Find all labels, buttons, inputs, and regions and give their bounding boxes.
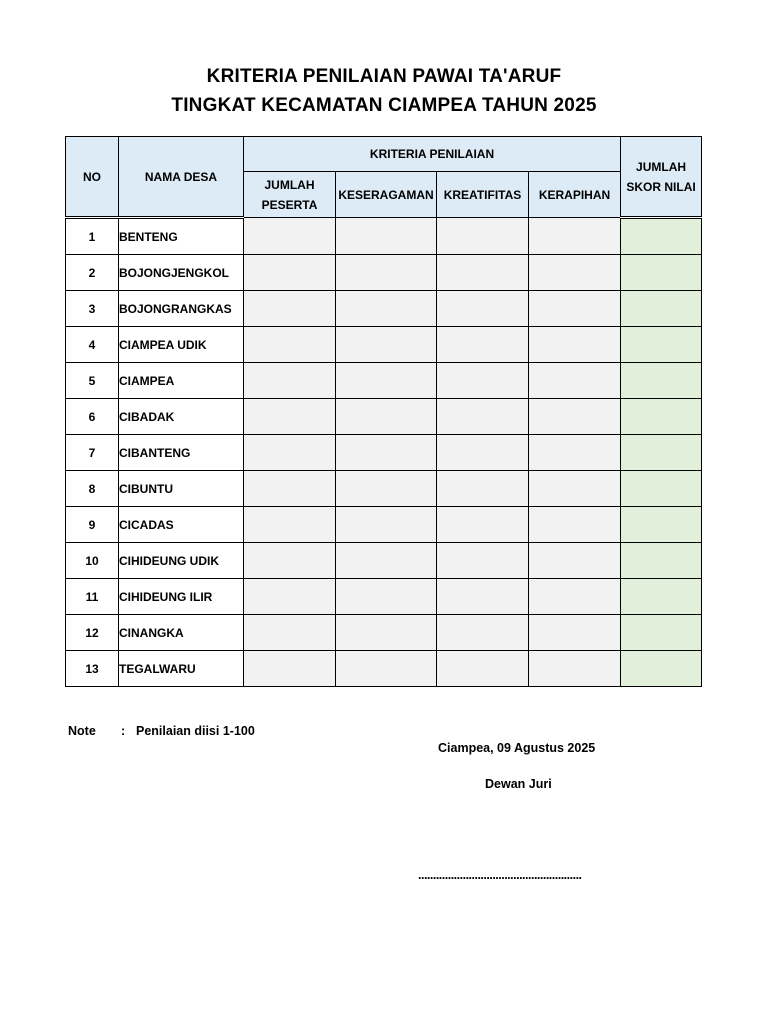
row-nama-desa: BOJONGJENGKOL xyxy=(119,255,244,291)
cell-kreatifitas[interactable] xyxy=(437,507,529,543)
cell-jumlah-peserta[interactable] xyxy=(244,507,336,543)
row-number: 8 xyxy=(66,471,119,507)
cell-keseragaman[interactable] xyxy=(336,291,437,327)
row-number: 3 xyxy=(66,291,119,327)
row-number: 6 xyxy=(66,399,119,435)
row-number: 13 xyxy=(66,651,119,687)
cell-jumlah-skor-nilai[interactable] xyxy=(621,579,702,615)
table-row xyxy=(66,255,702,291)
cell-jumlah-peserta[interactable] xyxy=(244,435,336,471)
table-row xyxy=(66,543,702,579)
table-row xyxy=(66,435,702,471)
row-number: 10 xyxy=(66,543,119,579)
cell-kerapihan[interactable] xyxy=(529,399,621,435)
cell-jumlah-skor-nilai[interactable] xyxy=(621,218,702,255)
cell-kerapihan[interactable] xyxy=(529,615,621,651)
table-row xyxy=(66,651,702,687)
cell-keseragaman[interactable] xyxy=(336,363,437,399)
row-nama-desa: CICADAS xyxy=(119,507,244,543)
row-nama-desa: CIHIDEUNG UDIK xyxy=(119,543,244,579)
row-number: 12 xyxy=(66,615,119,651)
note-text: Penilaian diisi 1-100 xyxy=(136,724,255,738)
cell-kreatifitas[interactable] xyxy=(437,435,529,471)
row-number: 7 xyxy=(66,435,119,471)
document-title: KRITERIA PENILAIAN PAWAI TA'ARUF xyxy=(206,66,562,87)
cell-jumlah-peserta[interactable] xyxy=(244,363,336,399)
cell-kerapihan[interactable] xyxy=(529,507,621,543)
cell-jumlah-peserta[interactable] xyxy=(244,579,336,615)
cell-kreatifitas[interactable] xyxy=(437,291,529,327)
cell-keseragaman[interactable] xyxy=(336,255,437,291)
note-label: Note xyxy=(68,724,96,738)
cell-keseragaman[interactable] xyxy=(336,651,437,687)
cell-kreatifitas[interactable] xyxy=(437,363,529,399)
cell-jumlah-skor-nilai[interactable] xyxy=(621,507,702,543)
cell-kreatifitas[interactable] xyxy=(437,255,529,291)
cell-kreatifitas[interactable] xyxy=(437,471,529,507)
cell-keseragaman[interactable] xyxy=(336,579,437,615)
header-jumlah-skor-nilai: JUMLAH SKOR NILAI xyxy=(621,137,702,218)
signature-role: Dewan Juri xyxy=(485,777,552,791)
table-row xyxy=(66,399,702,435)
cell-jumlah-skor-nilai[interactable] xyxy=(621,291,702,327)
row-nama-desa: CINANGKA xyxy=(119,615,244,651)
cell-kerapihan[interactable] xyxy=(529,363,621,399)
cell-kerapihan[interactable] xyxy=(529,543,621,579)
row-number: 5 xyxy=(66,363,119,399)
cell-keseragaman[interactable] xyxy=(336,327,437,363)
cell-jumlah-skor-nilai[interactable] xyxy=(621,255,702,291)
row-nama-desa: CIBANTENG xyxy=(119,435,244,471)
row-nama-desa: CIAMPEA xyxy=(119,363,244,399)
cell-keseragaman[interactable] xyxy=(336,543,437,579)
cell-kerapihan[interactable] xyxy=(529,471,621,507)
document-subtitle: TINGKAT KECAMATAN CIAMPEA TAHUN 2025 xyxy=(171,95,597,116)
cell-keseragaman[interactable] xyxy=(336,435,437,471)
cell-kreatifitas[interactable] xyxy=(437,327,529,363)
cell-kerapihan[interactable] xyxy=(529,435,621,471)
row-nama-desa: CIAMPEA UDIK xyxy=(119,327,244,363)
cell-jumlah-skor-nilai[interactable] xyxy=(621,543,702,579)
cell-kreatifitas[interactable] xyxy=(437,651,529,687)
row-number: 1 xyxy=(66,218,119,255)
cell-keseragaman[interactable] xyxy=(336,507,437,543)
header-no: NO xyxy=(66,137,119,218)
cell-kreatifitas[interactable] xyxy=(437,543,529,579)
cell-jumlah-peserta[interactable] xyxy=(244,399,336,435)
cell-keseragaman[interactable] xyxy=(336,218,437,255)
cell-jumlah-peserta[interactable] xyxy=(244,291,336,327)
row-nama-desa: CIHIDEUNG ILIR xyxy=(119,579,244,615)
cell-jumlah-peserta[interactable] xyxy=(244,615,336,651)
table-row xyxy=(66,218,702,255)
row-nama-desa: CIBUNTU xyxy=(119,471,244,507)
cell-jumlah-peserta[interactable] xyxy=(244,651,336,687)
signature-line: ....................................................... xyxy=(418,868,582,882)
row-nama-desa: TEGALWARU xyxy=(119,651,244,687)
cell-keseragaman[interactable] xyxy=(336,615,437,651)
signature-place-date: Ciampea, 09 Agustus 2025 xyxy=(438,741,596,755)
table-row xyxy=(66,507,702,543)
table-row xyxy=(66,471,702,507)
cell-jumlah-skor-nilai[interactable] xyxy=(621,399,702,435)
cell-kerapihan[interactable] xyxy=(529,255,621,291)
table-row xyxy=(66,579,702,615)
header-kerapihan: KERAPIHAN xyxy=(529,172,621,218)
cell-jumlah-skor-nilai[interactable] xyxy=(621,615,702,651)
header-jumlah-peserta: JUMLAH PESERTA xyxy=(244,172,336,218)
cell-jumlah-skor-nilai[interactable] xyxy=(621,363,702,399)
cell-kerapihan[interactable] xyxy=(529,291,621,327)
row-nama-desa: BOJONGRANGKAS xyxy=(119,291,244,327)
table-row xyxy=(66,363,702,399)
cell-keseragaman[interactable] xyxy=(336,471,437,507)
cell-keseragaman[interactable] xyxy=(336,399,437,435)
cell-kreatifitas[interactable] xyxy=(437,218,529,255)
cell-jumlah-peserta[interactable] xyxy=(244,218,336,255)
cell-jumlah-skor-nilai[interactable] xyxy=(621,435,702,471)
cell-kreatifitas[interactable] xyxy=(437,399,529,435)
cell-jumlah-peserta[interactable] xyxy=(244,543,336,579)
header-kriteria-penilaian: KRITERIA PENILAIAN xyxy=(244,137,621,172)
note-colon: : xyxy=(121,724,126,738)
cell-jumlah-peserta[interactable] xyxy=(244,327,336,363)
header-keseragaman: KESERAGAMAN xyxy=(336,172,437,218)
header-kreatifitas: KREATIFITAS xyxy=(437,172,529,218)
cell-jumlah-skor-nilai[interactable] xyxy=(621,651,702,687)
cell-jumlah-peserta[interactable] xyxy=(244,255,336,291)
header-nama-desa: NAMA DESA xyxy=(119,137,244,218)
cell-kerapihan[interactable] xyxy=(529,327,621,363)
row-number: 2 xyxy=(66,255,119,291)
row-nama-desa: CIBADAK xyxy=(119,399,244,435)
cell-kerapihan[interactable] xyxy=(529,579,621,615)
table-row xyxy=(66,291,702,327)
cell-kerapihan[interactable] xyxy=(529,651,621,687)
cell-kerapihan[interactable] xyxy=(529,218,621,255)
row-nama-desa: BENTENG xyxy=(119,218,244,255)
table-row xyxy=(66,615,702,651)
cell-jumlah-skor-nilai[interactable] xyxy=(621,327,702,363)
row-number: 4 xyxy=(66,327,119,363)
row-number: 9 xyxy=(66,507,119,543)
cell-jumlah-skor-nilai[interactable] xyxy=(621,471,702,507)
table-row xyxy=(66,327,702,363)
note xyxy=(68,724,255,738)
cell-kreatifitas[interactable] xyxy=(437,579,529,615)
row-number: 11 xyxy=(66,579,119,615)
cell-jumlah-peserta[interactable] xyxy=(244,471,336,507)
cell-kreatifitas[interactable] xyxy=(437,615,529,651)
scoring-table xyxy=(65,136,702,687)
